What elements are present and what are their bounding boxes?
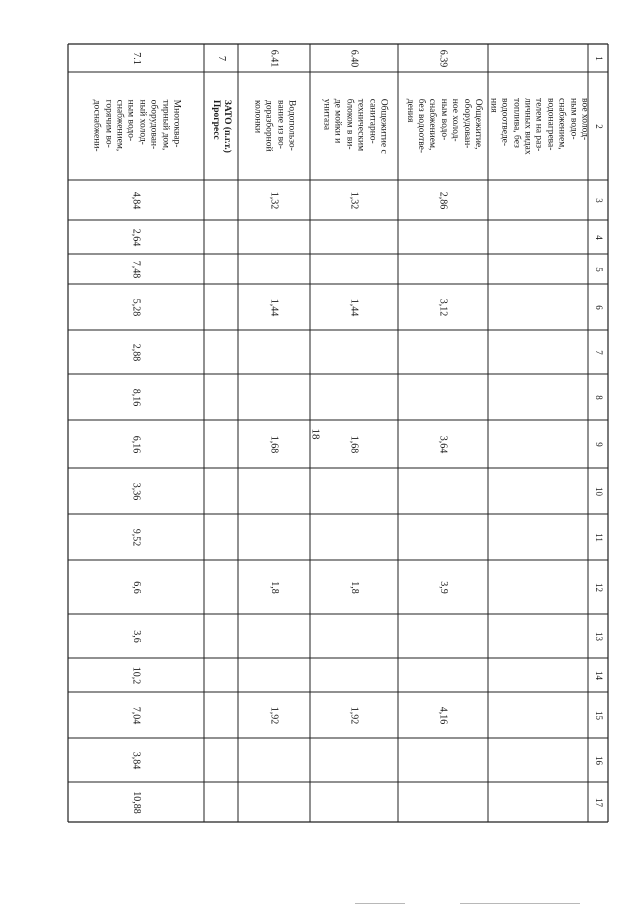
row-7-1-col-12 — [68, 560, 204, 614]
column-header-15 — [588, 692, 608, 738]
row-6-41-col-12 — [238, 560, 310, 614]
tariff-value: 3,36 — [130, 482, 142, 500]
column-header-16 — [588, 738, 608, 782]
row-6-40-col-1 — [310, 44, 398, 72]
column-header-1 — [588, 44, 608, 72]
column-header-10 — [588, 468, 608, 514]
column-header-label: 17 — [593, 797, 604, 807]
tariff-value: 4,84 — [130, 191, 142, 209]
row-7-1-col-16 — [68, 738, 204, 782]
tariff-value: 6,16 — [130, 435, 142, 453]
column-header-label: 9 — [593, 441, 604, 447]
row-description: вое холод- ным водо- снабжением, водонагрева- телем на раз- личных видах топлива, без водоотведе- ния — [488, 97, 590, 155]
row-6-41-col-15 — [238, 692, 310, 738]
tariff-value: 4,16 — [437, 706, 449, 724]
column-header-6 — [588, 284, 608, 330]
row-6-39-col-3 — [398, 180, 488, 220]
row-6-40-col-3 — [310, 180, 398, 220]
column-header-5 — [588, 254, 608, 284]
row-7-1-col-14 — [68, 658, 204, 692]
row-6-41-col-9 — [238, 420, 310, 468]
column-header-8 — [588, 374, 608, 420]
tariff-value: 1,68 — [268, 435, 280, 453]
tariff-value: 5,28 — [130, 298, 142, 316]
row-7-1-col-4 — [68, 220, 204, 254]
row-description: Водопользо- вание из во- доразборной колонки — [252, 100, 297, 152]
row-continued-col-2 — [488, 72, 588, 180]
column-header-11 — [588, 514, 608, 560]
row-6-39-col-6 — [398, 284, 488, 330]
column-header-label: 13 — [593, 631, 604, 641]
tariff-value: 1,44 — [348, 298, 360, 316]
column-header-17 — [588, 782, 608, 822]
row-description: Многоквар- тирный дом, оборудован- ный холод- ным водо- снабжением, горячим во- доснабжени- — [91, 100, 182, 152]
tariff-value: 1,44 — [268, 298, 280, 316]
row-description: ЗАТО (п.г.т.) Прогресс — [211, 99, 233, 153]
column-header-2 — [588, 72, 608, 180]
tariff-value: 1,92 — [348, 706, 360, 724]
row-number: 6.39 — [437, 49, 449, 67]
row-number: 6.40 — [348, 49, 360, 67]
row-7-1-col-15 — [68, 692, 204, 738]
tariff-table — [68, 44, 608, 822]
tariff-value: 2,88 — [130, 343, 142, 361]
tariff-value: 1,32 — [348, 191, 360, 209]
row-description: Общежитие с санитарно- техническим блоком в ви- де мойки и унитаза — [321, 98, 389, 154]
tariff-value: 7,48 — [130, 260, 142, 278]
tariff-value: 3,6 — [130, 629, 142, 643]
row-6-40-col-6 — [310, 284, 398, 330]
row-6-39-col-15 — [398, 692, 488, 738]
tariff-value: 10,88 — [130, 790, 142, 814]
column-header-label: 15 — [593, 710, 604, 720]
tariff-value: 3,84 — [130, 751, 142, 769]
page-number: 18 — [309, 428, 322, 440]
tariff-value: 1,8 — [268, 580, 280, 594]
column-header-label: 2 — [593, 123, 604, 129]
column-header-7 — [588, 330, 608, 374]
row-6-39-col-1 — [398, 44, 488, 72]
row-7-1-col-17 — [68, 782, 204, 822]
scan-artifact-line — [460, 903, 580, 904]
column-header-label: 14 — [593, 670, 604, 680]
column-header-label: 7 — [593, 349, 604, 355]
row-number: 7.1 — [130, 51, 142, 65]
tariff-value: 7,04 — [130, 706, 142, 724]
row-6-41-col-6 — [238, 284, 310, 330]
row-6-41-col-3 — [238, 180, 310, 220]
row-7-1-col-10 — [68, 468, 204, 514]
row-7-1-col-6 — [68, 284, 204, 330]
row-6-40-col-9 — [310, 420, 398, 468]
row-6-39-col-2 — [398, 72, 488, 180]
row-6-41-col-1 — [238, 44, 310, 72]
column-header-label: 8 — [593, 394, 604, 400]
row-7-1-col-5 — [68, 254, 204, 284]
row-description: Общежитие, оборудован- ное холод- ным водо- снабжением, без водоотве- дения — [404, 98, 483, 154]
column-header-label: 3 — [593, 197, 604, 203]
tariff-value: 3,12 — [437, 298, 449, 316]
tariff-value: 6,6 — [130, 580, 142, 594]
column-header-label: 10 — [593, 486, 604, 496]
row-number: 6.41 — [268, 49, 280, 67]
row-6-40-col-15 — [310, 692, 398, 738]
column-header-9 — [588, 420, 608, 468]
tariff-value: 9,52 — [130, 528, 142, 546]
row-7-1-col-9 — [68, 420, 204, 468]
tariff-value: 3,9 — [437, 580, 449, 594]
column-header-4 — [588, 220, 608, 254]
tariff-value: 8,16 — [130, 388, 142, 406]
column-header-label: 4 — [593, 234, 604, 240]
row-6-41-col-2 — [238, 72, 310, 180]
tariff-value: 1,8 — [348, 580, 360, 594]
column-header-12 — [588, 560, 608, 614]
column-header-label: 1 — [593, 55, 604, 61]
column-header-label: 6 — [593, 304, 604, 310]
row-7-col-1 — [204, 44, 238, 72]
row-number: 7 — [215, 55, 227, 61]
row-7-1-col-1 — [68, 44, 204, 72]
row-7-1-col-7 — [68, 330, 204, 374]
tariff-value: 1,92 — [268, 706, 280, 724]
row-7-1-col-11 — [68, 514, 204, 560]
row-6-39-col-9 — [398, 420, 488, 468]
row-6-40-col-12 — [310, 560, 398, 614]
scan-artifact-line — [355, 903, 405, 904]
column-header-label: 16 — [593, 755, 604, 765]
row-7-1-col-13 — [68, 614, 204, 658]
row-7-col-2 — [204, 72, 238, 180]
column-header-label: 11 — [593, 532, 604, 542]
tariff-value: 1,32 — [268, 191, 280, 209]
tariff-value: 10,2 — [130, 666, 142, 684]
column-header-13 — [588, 614, 608, 658]
row-6-40-col-2 — [310, 72, 398, 180]
column-header-14 — [588, 658, 608, 692]
row-6-39-col-12 — [398, 560, 488, 614]
tariff-value: 2,86 — [437, 191, 449, 209]
tariff-value: 2,64 — [130, 228, 142, 246]
column-header-3 — [588, 180, 608, 220]
row-7-1-col-8 — [68, 374, 204, 420]
row-7-1-col-3 — [68, 180, 204, 220]
tariff-value: 3,64 — [437, 435, 449, 453]
tariff-value: 1,68 — [348, 435, 360, 453]
column-header-label: 12 — [593, 582, 604, 592]
row-7-1-col-2 — [68, 72, 204, 180]
column-header-label: 5 — [593, 266, 604, 272]
